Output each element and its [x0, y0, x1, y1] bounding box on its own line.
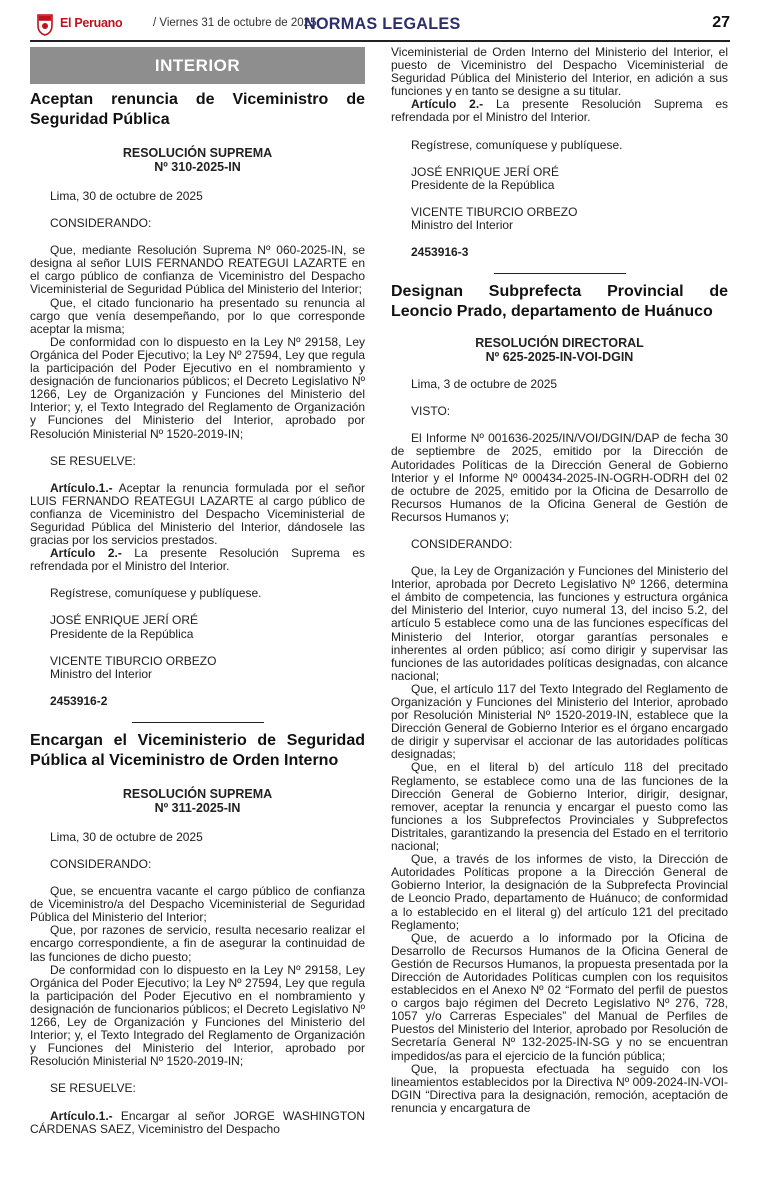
- paragraph: Que, de acuerdo a lo informado por la Oficina de Desarrollo de Recursos Humanos de la Oficina General de Gestión de Recursos Humanos, la propuesta presentada por la Dirección de Autoridades Políticas cumplen con los requisitos establecidos en el Anexo Nº 02 “Formato del perfil de puestos o cargos bajo régimen del Decreto Legislativo Nº 276, 728, 1057 y/o Carreras Especiales” del Manual de Perfiles de Puestos del Ministerio del Interior, aprobado por Resolución de Secretaría General Nº 132-2025-IN-SG y no se encuentran impedidos/as para el ejercicio de la función pública;: [391, 930, 728, 1063]
- place-date: Lima, 3 de octubre de 2025: [411, 377, 558, 392]
- article-label: Artículo 2.-: [50, 546, 122, 561]
- right-column: [391, 46, 728, 1115]
- section-divider: [494, 273, 626, 274]
- place-date: Lima, 30 de octubre de 2025: [50, 189, 203, 203]
- signatory-role: Presidente de la República: [50, 626, 194, 641]
- issue-date: / Viernes 31 de octubre de 2025: [153, 17, 317, 29]
- resuelve-heading: SE RESUELVE:: [50, 453, 136, 468]
- paragraph: El Informe Nº 001636-2025/IN/VOI/DGIN/DAP de fecha 30 de septiembre de 2025, emitido por la Dirección de Autoridades Políticas de la Dirección General de Gobierno Interior y el Informe Nº 000434-2025-IN-OGRH-ODRH del 02 de octubre de 2025, emitido por la Oficina de Desarrollo de Recursos Humanos de la Oficina General de Gestión de Recursos Humanos y;: [391, 431, 728, 524]
- signatory-name: JOSÉ ENRIQUE JERÍ ORÉ: [50, 613, 199, 628]
- header-rule: [30, 40, 730, 42]
- visto-heading: VISTO:: [411, 404, 451, 419]
- article-2: [30, 547, 365, 573]
- paragraph: Que, se encuentra vacante el cargo público de confianza de Viceministro/a del Despacho Viceministerial de Seguridad Pública del Ministerio del Interior;: [30, 884, 365, 925]
- doc-title: Encargan el Viceministerio de Seguridad Pública al Viceministro de Orden Interno: [30, 731, 365, 769]
- paragraph: Que, la propuesta efectuada ha seguido con los lineamientos establecidos por la Directiva Nº 009-2024-IN-VOI-DGIN “Directiva para la designación, remoción, aceptación de renuncia y encargatura de: [391, 1061, 728, 1115]
- signatory-name: JOSÉ ENRIQUE JERÍ ORÉ: [411, 164, 560, 179]
- resolution-type: RESOLUCIÓN SUPREMA: [122, 146, 273, 160]
- signatory-role: Ministro del Interior: [411, 217, 514, 232]
- paragraph: Que, por razones de servicio, resulta necesario realizar el encargo correspondiente, a fin de asegurar la continuidad de las funciones de dicho puesto;: [30, 923, 365, 964]
- section-divider: [132, 722, 264, 723]
- left-column: [30, 46, 365, 1136]
- paragraph: Que, el citado funcionario ha presentado su renuncia al cargo que venía desempeñando, por lo que corresponde aceptar la misma;: [30, 295, 365, 336]
- considerando-heading: CONSIDERANDO:: [50, 216, 152, 231]
- considerando-heading: CONSIDERANDO:: [50, 857, 152, 871]
- section-title: NORMAS LEGALES: [304, 14, 461, 33]
- doc-title: Aceptan renuncia de Viceministro de Seguridad Pública: [30, 91, 365, 128]
- resolution-number: Nº 310-2025-IN: [154, 160, 241, 174]
- article-label: Artículo.1.-: [50, 1108, 113, 1123]
- article-label: Artículo.1.-: [50, 480, 113, 495]
- resuelve-heading: SE RESUELVE:: [50, 1081, 136, 1096]
- article-1: [30, 482, 365, 547]
- paragraph: Que, mediante Resolución Suprema Nº 060-2025-IN, se designa al señor LUIS FERNANDO REATEGUI LAZARTE en el cargo público de confianza de Viceministro del Despacho Viceministerial de Seguridad Pública del Ministerio del Interior;: [30, 243, 365, 297]
- resolution-number: Nº 625-2025-IN-VOI-DGIN: [485, 350, 634, 365]
- resolution-type: RESOLUCIÓN SUPREMA: [122, 786, 273, 801]
- resolution-type: RESOLUCIÓN DIRECTORAL: [475, 336, 644, 351]
- paragraph: De conformidad con lo dispuesto en la Ley Nº 29158, Ley Orgánica del Poder Ejecutivo; la Ley Nº 27594, Ley que regula la participación del Poder Ejecutivo en el nombramiento y designación de funcionarios públicos; el Decreto Legislativo Nº 1266, Ley de Organización y Funciones del Ministerio del Interior; y, el Texto Integrado del Reglamento de Organización y Funciones del Ministerio del Interior, aprobado por Resolución Ministerial Nº 1520-2019-IN;: [30, 334, 365, 441]
- paragraph: Que, la Ley de Organización y Funciones del Ministerio del Interior, aprobada por Decreto Legislativo Nº 1266, determina el ámbito de competencia, las funciones y estructura orgánica del Ministerio del Interior, cuyo numeral 13, del inciso 5.2, del artículo 5 establece como una de las funciones específicas del Ministerio del Interior, otorgar garantías personales e inherentes al orden público; así como dirigir y supervisar las funciones de las autoridades políticas designadas, con alcance nacional;: [391, 564, 728, 683]
- article-text: La presente Resolución Suprema es refrendada por el Ministro del Interior.: [391, 97, 729, 125]
- page-number: 27: [712, 14, 730, 31]
- article-label: Artículo 2.-: [411, 97, 484, 112]
- article-text: Aceptar la renuncia formulada por el señor LUIS FERNANDO REATEGUI LAZARTE al cargo público de confianza de Viceministro del Despacho Viceministerial de Seguridad Pública del Ministerio del Interior, dándosele las gracias por los servicios prestados.: [30, 480, 365, 548]
- sector-banner: INTERIOR: [30, 47, 365, 84]
- paragraph: Que, en el literal b) del artículo 118 del precitado Reglamento, se establece como una de las funciones de la Dirección General de Gobierno Interior, dirigir, designar, remover, aceptar la renuncia y encargar el puesto como las funciones a los Subprefectos Provinciales y Subprefectos Distritales, garantizando la presencia del Estado en el territorio nacional;: [391, 760, 728, 854]
- paragraph: Que, el artículo 117 del Texto Integrado del Reglamento de Organización y Funciones del Ministerio del Interior, aprobado por Resolución Ministerial Nº 1520-2019-IN, establece que la Dirección General de Gobierno Interior es el órgano encargado de dirigir y supervisar el accionar de las autoridades políticas designadas;: [391, 681, 728, 762]
- article-2: [391, 98, 728, 124]
- signatory-role: Ministro del Interior: [50, 666, 153, 681]
- doc-title: Designan Subprefecta Provincial de Leoncio Prado, departamento de Huánuco: [391, 283, 728, 321]
- registrese: Regístrese, comuníquese y publíquese.: [50, 586, 262, 601]
- publication-code: 2453916-3: [411, 245, 469, 260]
- signatory-name: VICENTE TIBURCIO ORBEZO: [411, 204, 578, 219]
- article-text: La presente Resolución Suprema es refrendada por el Ministro del Interior.: [30, 546, 366, 574]
- coat-of-arms-icon: [36, 12, 54, 36]
- publication-code: 2453916-2: [50, 693, 108, 708]
- considerando-heading: CONSIDERANDO:: [411, 536, 513, 551]
- resolution-number: Nº 311-2025-IN: [154, 800, 241, 815]
- paragraph: De conformidad con lo dispuesto en la Ley Nº 29158, Ley Orgánica del Poder Ejecutivo; la Ley Nº 27594, Ley que regula la participación del Poder Ejecutivo en el nombramiento y designación de funcionarios públicos; el Decreto Legislativo Nº 1266, Ley de Organización y Funciones del Ministerio del Interior; y, el Texto Integrado del Reglamento de Organización y Funciones del Ministerio del Interior, aprobado por Resolución Ministerial Nº 1520-2019-IN;: [30, 962, 365, 1069]
- page-header: [28, 9, 732, 41]
- article-text: Encargar al señor JORGE WASHINGTON CÁRDENAS SAEZ, Viceministro del Despacho: [30, 1108, 365, 1136]
- newspaper-name: El Peruano: [60, 16, 123, 30]
- signatory-name: VICENTE TIBURCIO ORBEZO: [50, 653, 217, 668]
- signatory-role: Presidente de la República: [411, 177, 555, 192]
- paragraph-continued: Viceministerial de Orden Interno del Ministerio del Interior, el puesto de Viceministro del Despacho Viceministerial de Seguridad Pública del Ministerio del Interior, en adición a sus funciones y en tanto se designe a su titular.: [391, 45, 728, 99]
- place-date: Lima, 30 de octubre de 2025: [50, 829, 203, 844]
- article-1: [30, 1110, 365, 1136]
- registrese: Regístrese, comuníquese y publíquese.: [411, 137, 623, 152]
- paragraph: Que, a través de los informes de visto, la Dirección de Autoridades Políticas propone a la Dirección General de Gobierno Interior, la designación de la Subprefecta Provincial de Leoncio Prado, departamento de Huánuco; de conformidad a lo establecido en el literal g) del artículo 121 del precitado Reglamento;: [391, 852, 728, 932]
